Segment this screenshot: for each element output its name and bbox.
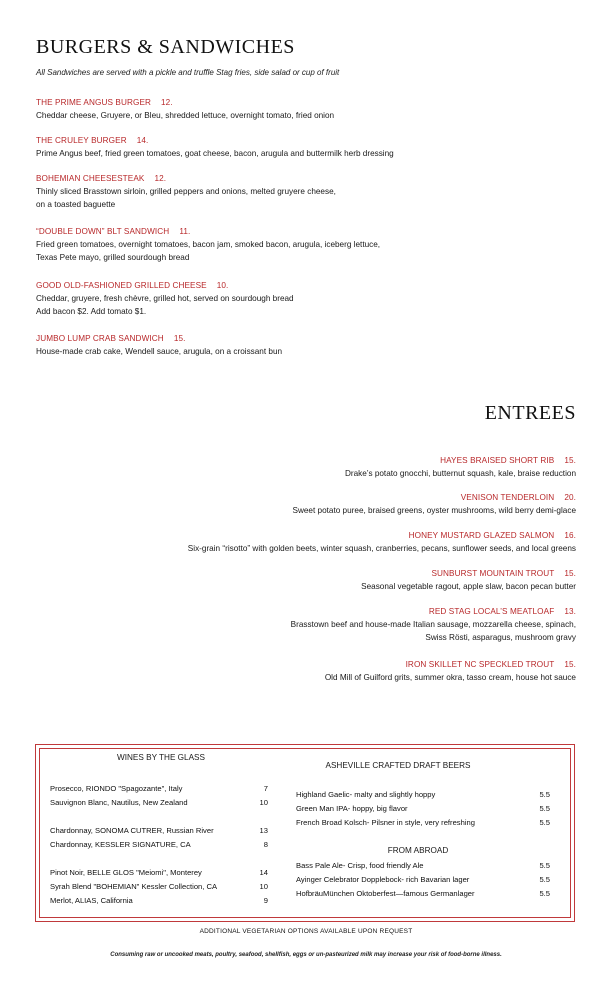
- item-description: Six-grain “risotto” with golden beets, winter squash, cranberries, pecans, sunflower seeds, and local greens: [187, 544, 576, 553]
- wine-name: Syrah Blend "BOHEMIAN" Kessler Collection, CA: [50, 882, 218, 891]
- item-name: HAYES BRAISED SHORT RIB: [440, 456, 555, 465]
- item-name: THE PRIME ANGUS BURGER: [36, 98, 152, 107]
- menu-item: [16, 606, 576, 644]
- wine-price: 14: [259, 868, 268, 877]
- menu-item: [36, 280, 576, 318]
- wine-name: Chardonnay, SONOMA CUTRER, Russian River: [50, 826, 214, 835]
- item-price: 10.: [216, 281, 229, 290]
- item-description: Texas Pete mayo, grilled sourdough bread: [36, 253, 190, 262]
- item-name-line: [36, 280, 576, 292]
- item-description: Prime Angus beef, fried green tomatoes, goat cheese, bacon, arugula and buttermilk herb dressing: [36, 149, 394, 158]
- item-description: Cheddar, gruyere, fresh chèvre, grilled hot, served on sourdough bread: [36, 294, 294, 303]
- item-price: 11.: [179, 227, 191, 236]
- item-name-line: [16, 568, 576, 580]
- menu-item: [36, 173, 576, 211]
- item-description: Fried green tomatoes, overnight tomatoes, bacon jam, smoked bacon, arugula, iceberg lettuce,: [36, 240, 381, 249]
- menu-item: [16, 659, 576, 684]
- item-price: 20.: [564, 493, 576, 502]
- item-description: Thinly sliced Brasstown sirloin, grilled peppers and onions, melted gruyere cheese,: [36, 187, 336, 196]
- beer-name: HofbräuMünchen Oktoberfest—famous Germanlager: [296, 889, 475, 898]
- wine-name: Merlot, ALIAS, California: [50, 896, 133, 905]
- item-name-line: [36, 97, 576, 109]
- item-price: 15.: [564, 456, 576, 465]
- menu-item: [36, 226, 576, 264]
- item-price: 12.: [161, 98, 173, 107]
- item-description: Swiss Rösti, asparagus, mushroom gravy: [425, 633, 576, 642]
- item-name-line: [36, 135, 576, 147]
- beer-price: 5.5: [539, 861, 550, 870]
- item-name: THE CRULEY BURGER: [36, 136, 127, 145]
- drinks-box: [35, 744, 575, 922]
- item-price: 14.: [136, 136, 149, 145]
- health-warning: Consuming raw or uncooked meats, poultry, seafood, shellfish, eggs or un-pasteurized milk may increase your risk of food-borne illness.: [110, 952, 502, 958]
- item-name-line: [16, 455, 576, 467]
- item-name: “DOUBLE DOWN” BLT SANDWICH: [36, 227, 170, 236]
- wine-price: 9: [263, 896, 268, 905]
- item-name: JUMBO LUMP CRAB SANDWICH: [36, 334, 164, 343]
- beer-name: Highland Gaelic- malty and slightly hoppy: [296, 790, 436, 799]
- item-name-line: [36, 333, 576, 345]
- item-price: 12.: [154, 174, 167, 183]
- wine-price: 7: [263, 784, 268, 793]
- vegetarian-note: ADDITIONAL VEGETARIAN OPTIONS AVAILABLE UPON REQUEST: [199, 928, 413, 935]
- item-price: 15.: [564, 569, 576, 578]
- menu-item: [36, 97, 576, 122]
- item-price: 16.: [564, 531, 576, 540]
- item-description: House-made crab cake, Wendell sauce, arugula, on a croissant bun: [36, 347, 283, 356]
- item-name: SUNBURST MOUNTAIN TROUT: [431, 569, 555, 578]
- entrees-title: ENTREES: [484, 402, 576, 424]
- menu-item: [16, 530, 576, 555]
- item-name-line: [16, 530, 576, 542]
- wine-name: Sauvignon Blanc, Nautilus, New Zealand: [50, 798, 188, 807]
- abroad-heading: FROM ABROAD: [387, 846, 449, 855]
- item-name: RED STAG LOCAL’S MEATLOAF: [428, 607, 555, 616]
- item-description: Brasstown beef and house-made Italian sausage, mozzarella cheese, spinach,: [290, 620, 576, 629]
- wine-name: Prosecco, RIONDO "Spagozante", Italy: [50, 784, 183, 793]
- item-description: Cheddar cheese, Gruyere, or Bleu, shredded lettuce, overnight tomato, fried onion: [36, 111, 335, 120]
- menu-item: [36, 333, 576, 358]
- item-name-line: [36, 226, 576, 238]
- beer-price: 5.5: [539, 875, 550, 884]
- item-price: 15.: [564, 660, 576, 669]
- beer-price: 5.5: [539, 804, 550, 813]
- menu-item: [36, 135, 576, 160]
- item-name: IRON SKILLET NC SPECKLED TROUT: [405, 660, 555, 669]
- wine-price: 8: [263, 840, 268, 849]
- wine-price: 10: [259, 882, 268, 891]
- item-description: Drake’s potato gnocchi, butternut squash, kale, braise reduction: [344, 469, 576, 478]
- beer-price: 5.5: [539, 818, 550, 827]
- beer-name: Bass Pale Ale- Crisp, food friendly Ale: [296, 861, 424, 870]
- wine-name: Pinot Noir, BELLE GLOS "Meiomi", Monterey: [50, 868, 202, 877]
- beer-price: 5.5: [539, 790, 550, 799]
- wines-heading: WINES BY THE GLASS: [117, 753, 205, 762]
- item-name: HONEY MUSTARD GLAZED SALMON: [408, 531, 555, 540]
- item-name-line: [16, 606, 576, 618]
- item-price: 15.: [173, 334, 186, 343]
- item-description: Old Mill of Guilford grits, summer okra, tasso cream, house hot sauce: [324, 673, 576, 682]
- beer-price: 5.5: [539, 889, 550, 898]
- item-name-line: [36, 173, 576, 185]
- wine-name: Chardonnay, KESSLER SIGNATURE, CA: [50, 840, 191, 849]
- burgers-subtitle: All Sandwiches are served with a pickle and truffle Stag fries, side salad or cup of fruit: [36, 68, 340, 77]
- beer-name: Ayinger Celebrator Dopplebock- rich Bavarian lager: [296, 875, 470, 884]
- item-name: BOHEMIAN CHEESESTEAK: [36, 174, 145, 183]
- beers-heading: ASHEVILLE CRAFTED DRAFT BEERS: [325, 761, 471, 770]
- beer-name: Green Man IPA- hoppy, big flavor: [296, 804, 408, 813]
- item-name: VENISON TENDERLOIN: [460, 493, 555, 502]
- item-name: GOOD OLD-FASHIONED GRILLED CHEESE: [36, 281, 207, 290]
- wine-price: 10: [259, 798, 268, 807]
- item-price: 13.: [564, 607, 576, 616]
- item-description: Seasonal vegetable ragout, apple slaw, bacon pecan butter: [361, 582, 576, 591]
- item-description: Sweet potato puree, braised greens, oyster mushrooms, wild berry demi-glace: [292, 506, 576, 515]
- menu-item: [16, 568, 576, 593]
- item-name-line: [16, 492, 576, 504]
- item-description: Add bacon $2. Add tomato $1.: [36, 307, 147, 316]
- item-description: on a toasted baguette: [36, 200, 116, 209]
- menu-item: [16, 455, 576, 480]
- beer-name: French Broad Kolsch- Pilsner in style, very refreshing: [296, 818, 475, 827]
- menu-item: [16, 492, 576, 517]
- wine-price: 13: [259, 826, 268, 835]
- burgers-title: BURGERS & SANDWICHES: [36, 36, 295, 58]
- item-name-line: [16, 659, 576, 671]
